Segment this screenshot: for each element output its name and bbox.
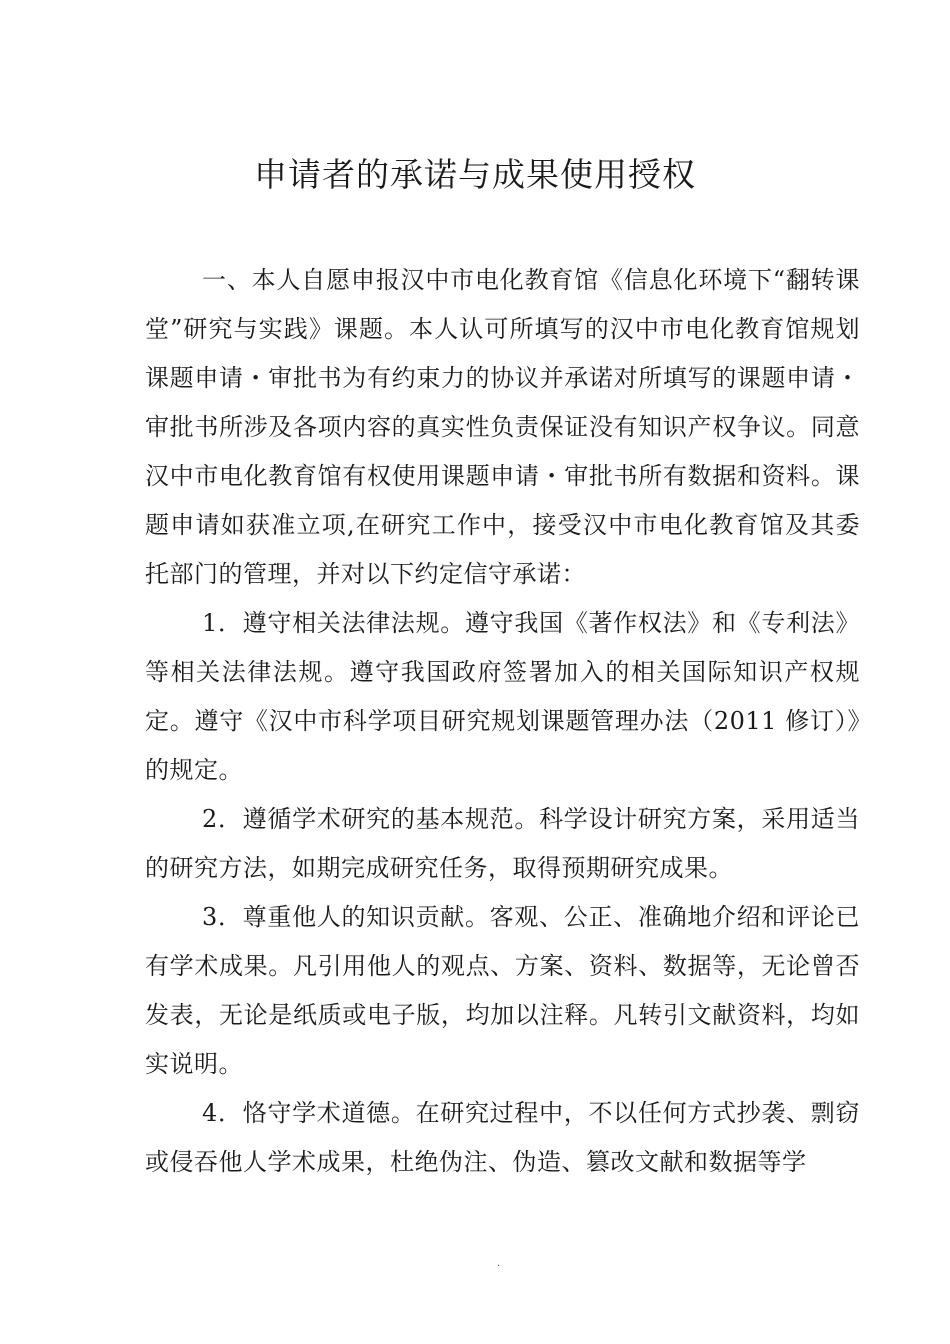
paragraph-item-1: 1．遵守相关法律法规。遵守我国《著作权法》和《专利法》等相关法律法规。遵守我国政府签署加入的相关国际知识产权规定。遵守《汉中市科学项目研究规划课题管理办法（2011 修订）》的规定。 [145,609,860,784]
paragraph-item-4: 4．恪守学术道德。在研究过程中，不以任何方式抄袭、剽窃或侵吞他人学术成果，杜绝伪注、伪造、篡改文献和数据等学 [145,1099,860,1176]
paragraph-item-2: 2．遵循学术研究的基本规范。科学设计研究方案，采用适当的研究方法，如期完成研究任务，取得预期研究成果。 [145,805,860,882]
page-title: 申请者的承诺与成果使用授权 [254,155,696,194]
document-body [145,256,860,1187]
paragraph-item-3: 3．尊重他人的知识贡献。客观、公正、准确地介绍和评论已有学术成果。凡引用他人的观点、方案、资料、数据等，无论曾否发表，无论是纸质或电子版，均加以注释。凡转引文献资料，均如实说明。 [145,903,860,1078]
footer-mark: . [497,1258,501,1269]
paragraph-intro: 一、本人自愿申报汉中市电化教育馆《信息化环境下“翻转课堂”研究与实践》课题。本人认可所填写的汉中市电化教育馆规划课题申请・审批书为有约束力的协议并承诺对所填写的课题申请・审批书所涉及各项内容的真实性负责保证没有知识产权争议。同意汉中市电化教育馆有权使用课题申请・审批书所有数据和资料。课题申请如获准立项,在研究工作中，接受汉中市电化教育馆及其委托部门的管理，并对以下约定信守承诺： [145,266,860,588]
